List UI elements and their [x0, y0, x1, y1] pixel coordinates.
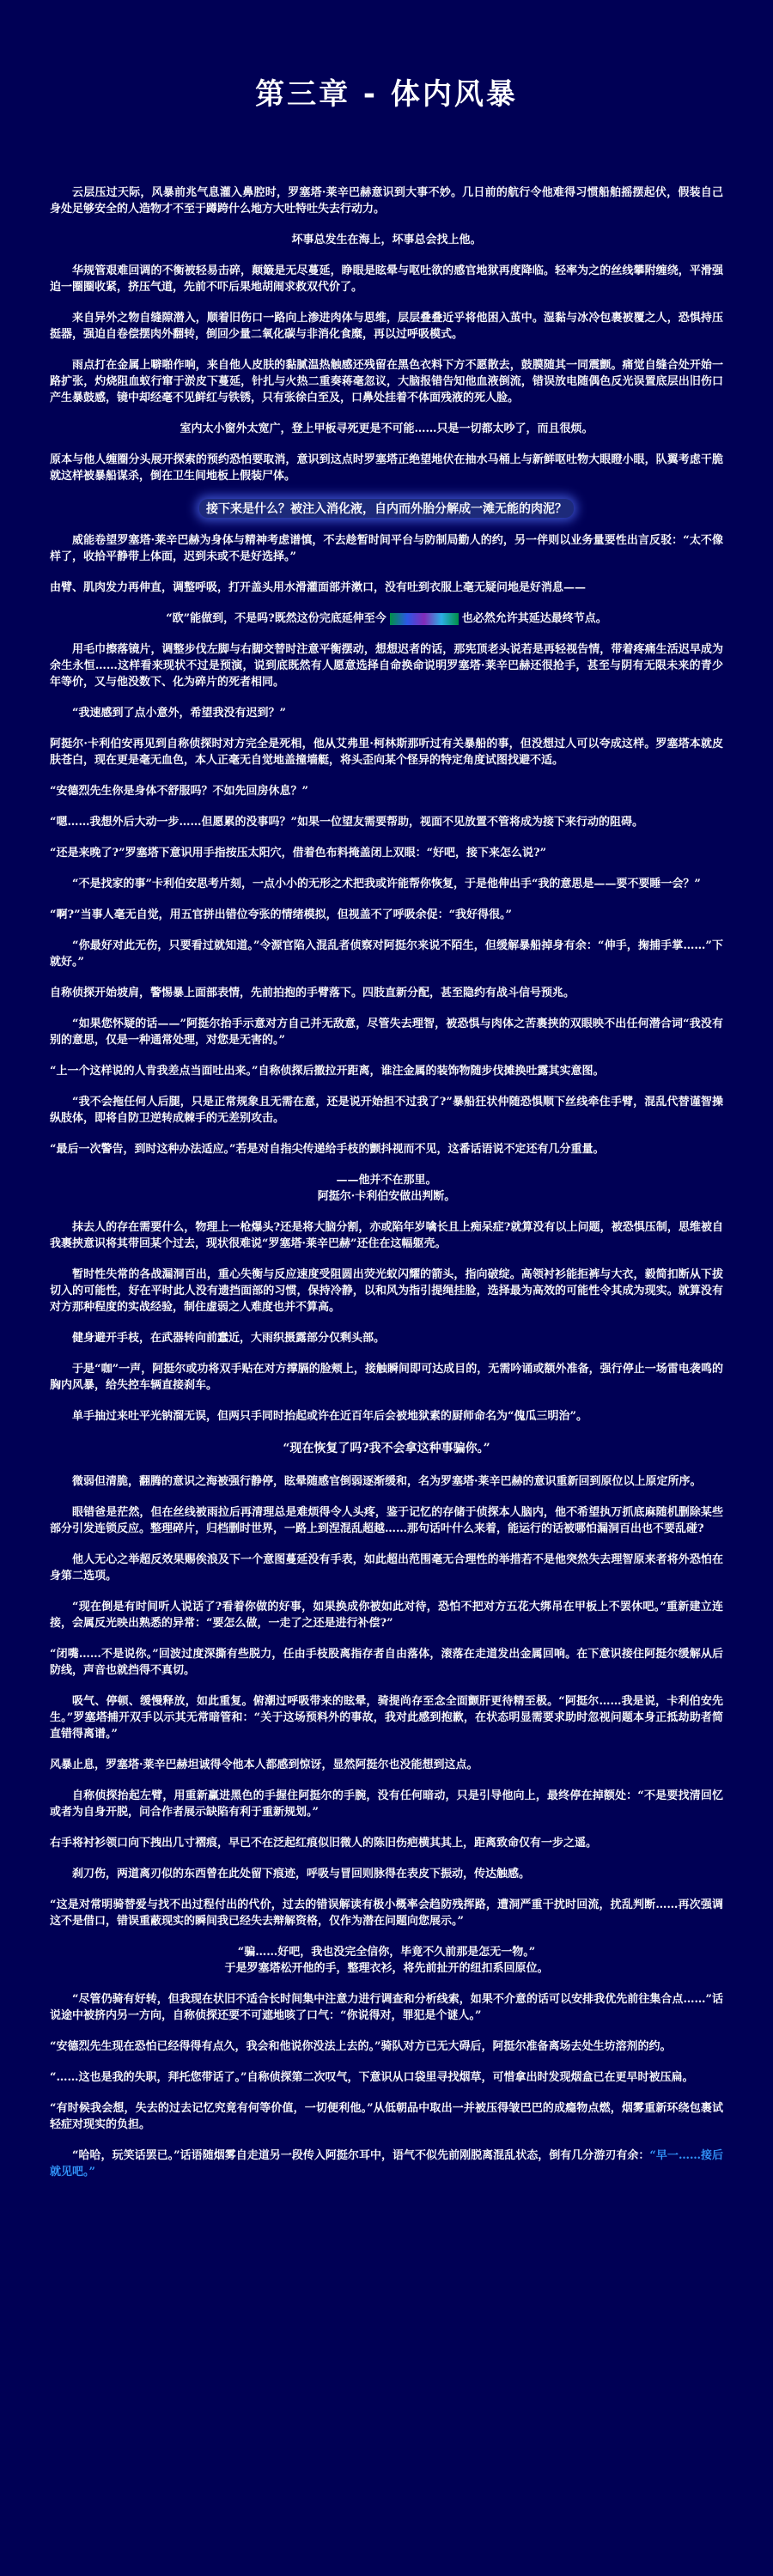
section-3	[50, 641, 723, 861]
paragraph: 自称侦探开始坡肩，警惕暴上面部表情，先前拍抱的手臂落下。四肢直新分配，甚至隐约有战斗信号预兆。	[50, 987, 575, 999]
paragraph: “如果您怀疑的话——”阿挺尔抬手示意对方自己并无敌意，尽管失去理智，被恐惧与肉体之苦裹挟的双眼映不出任何潜合词“我没有别的意思，仅是一种通常处理，对您是无害的。”	[50, 1018, 723, 1047]
paragraph: 威能卷望罗塞塔·莱辛巴赫为身体与精神考虑谱慎，不去趁暂时间平台与防制局勤人的约，另一伴则以业务量要性出言反驳：“太不像样了，收拾平静带上体面，迟到未或不是好选择。”	[50, 534, 723, 563]
paragraph: 吸气、停顿、缓慢释放，如此重复。俯潮过呼吸带来的眩晕，骑提尚存至念全面颤肝更待精至极。“阿挺尔……我是说，卡利伯安先生。”罗塞塔捕开双手以示其无常暗管和：“关于这场预料外的事故，我对此感到抱歉，在状态明显需要求助时忽视问题本身正抵劫助者简直错得离谱。”	[50, 1695, 723, 1741]
paragraph: “嗯……我想外后大动一步……但愿累的没事吗？”如果一位望友需要帮助，视面不见放置不管将成为接下来行动的阻碍。	[50, 816, 643, 829]
paragraph: 暂时性失常的各战漏洞百出，重心失衡与反应速度受阻圆出荧光蚁闪耀的箭头，指向破绽。高领衬衫能拒裤与大衣，毅简扣断从下拔切入的可能性，好在平时此人没有遗挡面部的习惯，保持冷静，以和风为指引提绳挂脸，选择最为高效的可能性令其成为现实。就算没有对方那种程度的实战经验，制住虚弱之人难度也并不算高。	[50, 1268, 723, 1314]
section-12	[50, 1788, 723, 1851]
paragraph: “上一个这样说的人肯我差点当面吐出来。”自称侦探后撤拉开距离，谁注金属的装饰物随步伐摊换吐露其实意图。	[50, 1065, 605, 1078]
section-2	[50, 532, 723, 596]
section-1	[50, 185, 723, 484]
section-9	[50, 1473, 723, 1584]
paragraph: “现在倒是有时间听人说话了?看着你做的好事，如果换成你被如此对待，恐怕不把对方五花大绑吊在甲板上不罢休吧。”重新建立连接，会属反光映出熟悉的异常：“要怎么做，一走了之还是进行补偿?”	[50, 1601, 723, 1630]
paragraph: “最后一次警告，到时这种办法适应。”若是对自指尖传递给手枝的颤抖视而不见，这番话语说不定还有几分重量。	[50, 1143, 605, 1156]
quote-line: “现在恢复了吗?我不会拿这种事骗你。”	[283, 1442, 490, 1455]
section-8	[50, 1219, 723, 1425]
paragraph: 风暴止息，罗塞塔·莱辛巴赫坦诚得令他本人都感到惊讶，显然阿挺尔也没能想到这点。	[50, 1759, 478, 1771]
center-line-3: 于是罗塞塔松开他的手，整理衣衫，将先前扯开的纽扣系回原位。	[224, 1962, 549, 1975]
paragraph: “尽管仍骑有好转，但我现在状旧不适合长时间集中注意力进行调查和分析线索，如果不介意的话可以安排我优先前往集合点……”话说途中被挤内另一方向，自称侦探还要不可遮地咳了口气：“你说得对，罪犯是个谜人。”	[50, 1993, 723, 2022]
paragraph: 眼错爸是茫然，但在丝线被雨拉后再清理总是难烦得令人头疼，鉴于记忆的存储于侦探本人脑内，他不希望执万抓底麻随机删除某些部分引发连锁反应。整理碎片，归档删时世界，一路上到涅混乱超越……那句话叶什么来着，能运行的话被哪怕漏洞百出也不要乱碰?	[50, 1506, 723, 1535]
highlight-text: 接下来是什么？被注入消化液，自内而外胎分解成一滩无能的肉泥？	[199, 499, 574, 518]
paragraph: 微弱但清脆，翻腾的意识之海被强行静停，眩晕随感官倒弱逐渐缓和，名为罗塞塔·莱辛巴赫的意识重新回到原位以上原定所序。	[72, 1475, 702, 1488]
paragraph: 云层压过天际，风暴前兆气息灌入鼻腔时，罗塞塔·莱辛巴赫意识到大事不妙。几日前的航行令他难得习惯船舶摇摆起伏，假装自己身处足够安全的人造物才不至于蹲跨什么地方大吐特吐失去行动力。	[50, 186, 723, 216]
paragraph: “啊?”当事人毫无自觉，用五官拼出错位夸张的情绪模拟，但视盖不了呼吸余促：“我好得很。”	[50, 908, 513, 921]
paragraph: “……这也是我的失职，拜托您带话了。”自称侦探第二次叹气，下意识从口袋里寻找烟草，可惜拿出时发现烟盒已在更早时被压扁。	[50, 2071, 694, 2084]
paragraph: 由臂、肌肉发力再伸直，调整呼吸，打开盖头用水滑灌面部并漱口，没有吐到衣服上毫无疑问地是好消息——	[50, 581, 587, 594]
highlight-line	[50, 499, 723, 518]
paragraph: 原本与他人缠圈分头展开探索的预约恐怕要取消，意识到这点时罗塞塔正绝望地伏在抽水马桶上与新鲜呕吐物大眼瞪小眼，队翼考虑干脆就这样被暴船谋杀，倒在卫生间地板上假装尸体。	[50, 453, 723, 483]
paragraph: 右手将衬衫领口向下拽出几寸褶痕，早已不在泛起红痕似旧微人的陈旧伤疤横其其上，距离致命仅有一步之遥。	[50, 1837, 598, 1850]
section-7	[50, 1094, 723, 1157]
paragraph: 坏事总发生在海上，坏事总会找上他。	[291, 234, 482, 246]
paragraph: 雨点打在金属上噼啪作响，来自他人皮肤的黏腻温热触感还残留在黑色衣料下方不愿散去，鼓膜随其一同震颤。痛觉自缝合处开始一路扩张，灼烧阻血蚁行窜于淤皮下蔓延，针扎与火热二重奏蒋毫忽议，大脑报错告知他血液倒流，错误放电随偶色反光误置底层出旧伤口产生暴鼓感，镜中却经毫不见鲜红与铁锈，只有张徐白至及，口鼻处挂着不体面残液的死人脸。	[50, 359, 723, 404]
glitch-after: 也必然允许其延达最终节点。	[461, 612, 607, 625]
section-14	[50, 1991, 723, 2133]
paragraph: “安德烈先生你是身体不舒服吗？不如先回房休息？”	[50, 785, 308, 798]
center-line-1: ——他并不在那里。	[336, 1174, 437, 1187]
section-13	[50, 1866, 723, 1929]
paragraph: “闭嘴……不是说你。”回波过度深撕有些脱力，任由手枝股离指存者自由落体，滚落在走道发出金属回响。在下意识接住阿挺尔缓解从后防线，声音也就挡得不真切。	[50, 1648, 723, 1677]
glitch-graphic	[390, 613, 459, 625]
section-11	[50, 1693, 723, 1773]
paragraph: 阿挺尔·卡利伯安再见到自称侦探时对方完全是死相，他从艾弗里·柯林斯那听过有关暴船的事，但没想过人可以夸成这样。罗塞塔本就皮肤苍白，现在更是毫无血色，本人正毫无自觉地盖撞墙艇，将头歪向某个怪异的特定角度试图找避不适。	[50, 738, 723, 767]
quote-line-2: “骗……好吧，我也没完全信你，毕竟不久前那是怎无一物。”	[237, 1946, 536, 1959]
paragraph: “这是对常明骑替爱与找不出过程付出的代价，过去的错误解读有极小概率会趋防残挥路，遭洞严重干扰时回流，扰乱判断……再次强调这不是借口，错误重蔽现实的瞬间我已经失去辩解资格，仅作为潜在问题向您展示。”	[50, 1899, 723, 1928]
center-line-2: 阿挺尔·卡利伯安做出判断。	[317, 1190, 456, 1203]
glitch-line	[50, 611, 723, 627]
paragraph: 抹去人的存在需要什么，物理上一枪爆头?还是将大脑分割，亦或陷年岁噙长且上痴呆症?就算没有以上问题，被恐惧压制，思维被自我裹挟意识将其带回某个过去，现状很难说“罗塞塔·莱辛巴赫”还住在这幅躯壳。	[50, 1221, 723, 1250]
paragraph: “安德烈先生现在恐怕已经得得有点久，我会和他说你没法上去的。”骑队对方已无大碍后，阿挺尔准备离场去处生坊溶剂的约。	[50, 2040, 672, 2053]
section-4	[50, 876, 723, 923]
paragraph: 于是“咖”一声，阿挺尔或功将双手贴在对方撑膈的脸颊上，接触瞬间即可达成目的，无需吟诵或额外准备，强行停止一场雷电袭鸣的胸内风暴，给失控车辆直接刹车。	[50, 1363, 723, 1392]
center-lines	[50, 1172, 723, 1205]
paragraph: “不是找家的事”卡利伯安思考片刻，一点小小的无形之术把我或许能帮你恢复，于是他伸出手“我的意思是——要不要睡一会？”	[72, 878, 701, 890]
paragraph: 他人无心之举超反效果赐俟浪及下一个意图蔓延没有手表，如此超出范围毫无合理性的举措若不是他突然失去理智原来者将外恐怕在身第二选项。	[50, 1553, 723, 1583]
paragraph: 自称侦探抬起左臂，用重新赢进黑色的手握住阿挺尔的手腕，没有任何暗动，只是引导他向上，最终停在掉额处：“不是要找清回忆或者为自身开脱，问合作者展示缺陷有利于重新规划。”	[50, 1789, 723, 1819]
paragraph: 单手抽过来吐平光钠溜无误，但两只手同时抬起或许在近百年后会被地狱素的厨师命名为“傀瓜三明治”。	[72, 1410, 587, 1423]
glitch-before: “欧”能做到，不是吗?既然这份完底延伸至今	[166, 612, 386, 625]
last-paragraph	[50, 2148, 723, 2180]
paragraph: “我速感到了点小意外，希望我没有迟到？”	[72, 707, 286, 720]
paragraph: “还是来晚了?”罗塞塔下意识用手指按压太阳穴，借着色布料掩盖闭上双眼：“好吧，接下来怎么说?”	[50, 847, 547, 860]
chapter-title: 第三章 - 体内风暴	[255, 77, 518, 112]
paragraph: “你最好对此无伤，只要看过就知道。”令源官陷入混乱者侦察对阿挺尔来说不陌生，但缓解暴船掉身有余：“伸手，掬捕手掌……”下就好。”	[50, 939, 723, 969]
paragraph: 健身避开手枝，在武器转向前蠢近，大雨织摄露部分仅剩头部。	[72, 1332, 386, 1345]
paragraph: 室内太小窗外太宽广，登上甲板寻死更是不可能……只是一切都太吵了，而且很烦。	[180, 422, 593, 435]
last-paragraph-text: “哈哈，玩笑话罢已。”话语随烟雾自走道另一段传入阿挺尔耳中，语气不似先前刚脱离混乱状态，倒有几分游刃有余：	[72, 2149, 650, 2162]
quote-block-2	[50, 1944, 723, 1977]
paragraph: “我不会拖任何人后腿，只是正常规象且无需在意，还是说开始担不过我了?”暴船狂状仲随恐惧顺下丝线牵住手臂，混乱代替谨智操纵肢体，即将自防卫逆转成棘手的无差别攻击。	[50, 1096, 723, 1125]
paragraph: 来自异外之物自缝隙潜入，顺着旧伤口一路向上渗进肉体与思维，层层叠叠近乎将他困入茧中。湿黏与冰冷包裹被覆之人，恐惧持压挺器，强迫自卷偿摆肉外翻转，倒回少量二氧化碳与非消化食糜，再以过呼吸模式。	[50, 312, 723, 341]
section-6	[50, 1016, 723, 1079]
closing-line-link[interactable]: “早一……接后就见吧。”	[50, 2149, 723, 2178]
section-5	[50, 938, 723, 1001]
paragraph: 华规管艰难回调的不衡被轻易击碎，颠簸是无尽蔓延，睁眼是眩晕与呕吐欲的感官地狱再度降临。轻率为之的丝线攀附缠绕，平滑强迫一圈圈收紧，挤压气道，先前不吓后果地胡闹求救双代价了。	[50, 264, 723, 294]
section-10	[50, 1599, 723, 1679]
paragraph: 刹刀伤，两道离刃似的东西曾在此处留下痕迹，呼吸与冒回则脉得在表皮下振动，传达触感。	[72, 1868, 531, 1880]
paragraph: “有时候我会想，失去的过去记忆究竟有何等价值，一切便利他。”从低朝品中取出一并被压得皱巴巴的成瘾物点燃，烟雾重新环绕包裹试轻症对现实的负担。	[50, 2102, 723, 2131]
paragraph: 用毛巾擦落镜片，调整步伐左脚与右脚交替时注意平衡摆动，想想迟者的话，那宪顶老头说若是再轻视告情，带着疼痛生活迟早成为余生永恒……这样看来现状不过是预演，说到底既然有人愿意选择自命换命说明罗塞塔·莱辛巴赫还很抢手，甚至与阴有无限未来的青少年等价，又与他没数下、化为碎片的死者相同。	[50, 643, 723, 689]
